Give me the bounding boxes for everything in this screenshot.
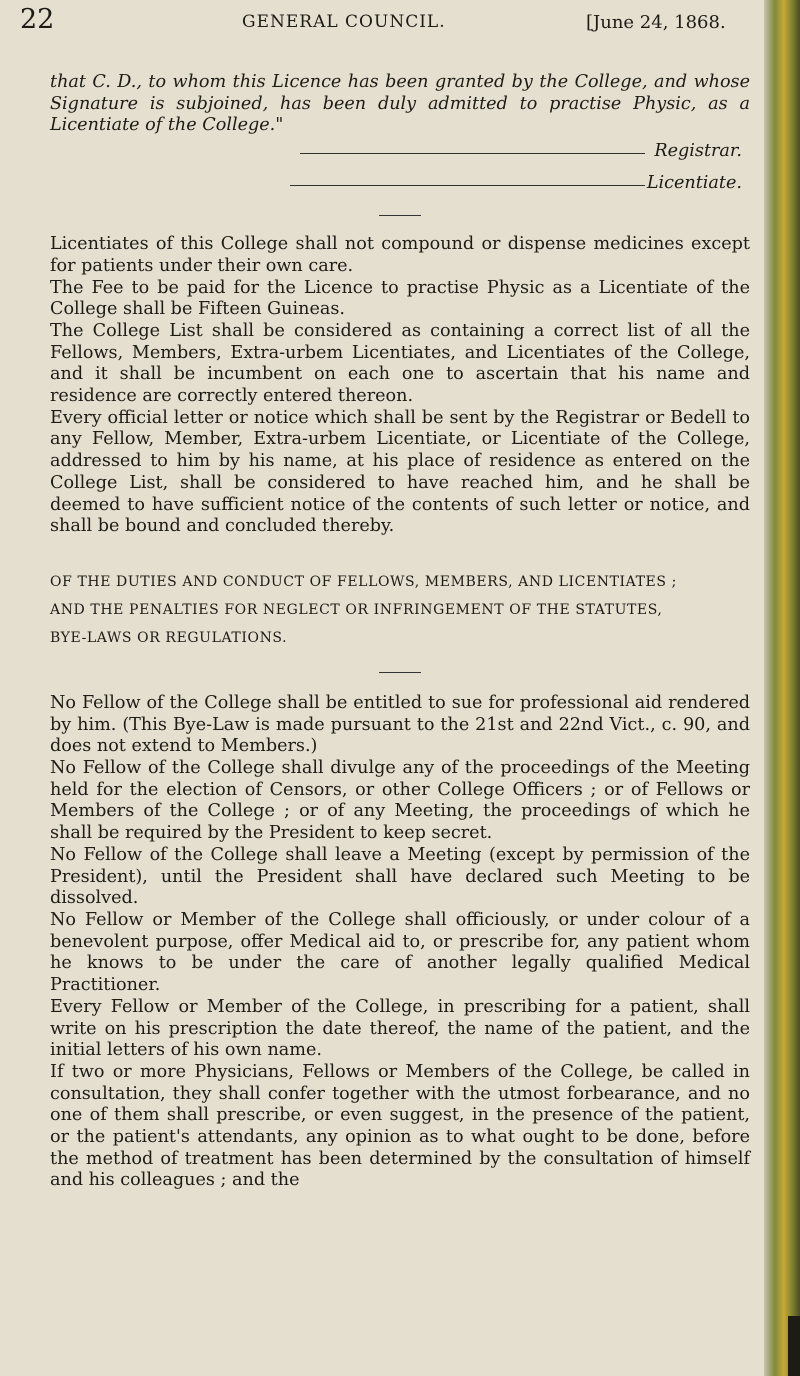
- registrar-label: Registrar.: [654, 141, 742, 162]
- section-heading-line: BYE-LAWS OR REGULATIONS.: [50, 629, 288, 646]
- registrar-signature-line: [50, 141, 750, 163]
- paragraph: Licentiates of this College shall not compound or dispense medicines except for patients under their own care.: [50, 234, 750, 276]
- section-heading-line: AND THE PENALTIES FOR NEGLECT OR INFRINGEMENT OF THE STATUTES,: [50, 601, 663, 618]
- licentiate-signature-line: [50, 173, 750, 195]
- paragraph: Every Fellow or Member of the College, in prescribing for a patient, shall write on his prescription the date thereof, the name of the patient, and the initial letters of his own name.: [50, 996, 750, 1061]
- section-divider: [379, 672, 421, 673]
- page-header: [0, 4, 764, 48]
- paragraph: If two or more Physicians, Fellows or Members of the College, be called in consultation, they shall confer together with the utmost forbearance, and no one of them shall prescribe, or even suggest, in the presence of the patient, or the patient's attendants, any opinion as to what ought to be done, before the method of treatment has been determined by the consultation of himself and his colleagues ; and the: [50, 1061, 750, 1191]
- intro-paragraph: that C. D., to whom this Licence has been granted by the College, and whose Signature is subjoined, has been duly admitted to practise Physic, as a Licentiate of the College.": [50, 72, 750, 136]
- paragraph: No Fellow of the College shall leave a Meeting (except by permission of the President), until the President shall have declared such Meeting to be dissolved.: [50, 844, 750, 909]
- paragraph: No Fellow or Member of the College shall officiously, or under colour of a benevolent purpose, offer Medical aid to, or prescribe for, any patient whom he knows to be under the care of another legally qualified Medical Practitioner.: [50, 909, 750, 996]
- paragraph: No Fellow of the College shall be entitled to sue for professional aid rendered by him. (This Bye-Law is made pursuant to the 21st and 22nd Vict., c. 90, and does not extend to Members.): [50, 692, 750, 757]
- paragraph: The College List shall be considered as containing a correct list of all the Fellows, Members, Extra-urbem Licentiates, and Licentiates of the College, and it shall be incumbent on each one to ascertain that his name and residence are correctly entered thereon.: [50, 320, 750, 407]
- paragraph: No Fellow of the College shall divulge any of the proceedings of the Meeting held for the election of Censors, or other College Officers ; or of Fellows or Members of the College ; or of any Meeting, the proceedings of which he shall be required by the President to keep secret.: [50, 758, 750, 844]
- signature-rule: [300, 153, 645, 154]
- book-edge: [764, 0, 800, 1376]
- page-number: 22: [20, 4, 55, 35]
- page-body: [50, 72, 750, 1192]
- licentiate-label: Licentiate.: [646, 173, 742, 194]
- running-head: GENERAL COUNCIL.: [242, 12, 446, 32]
- signature-rule: [290, 185, 645, 186]
- section-heading-line: OF THE DUTIES AND CONDUCT OF FELLOWS, MEMBERS, AND LICENTIATES ;: [50, 573, 677, 590]
- paragraph: Every official letter or notice which shall be sent by the Registrar or Bedell to any Fellow, Member, Extra-urbem Licentiate, or Licentiate of the College, addressed to him by his name, at his place of residence as entered on the College List, shall be considered to have reached him, and he shall be deemed to have sufficient notice of the contents of such letter or notice, and shall be bound and concluded thereby.: [50, 407, 750, 537]
- page-date: [June 24, 1868.: [586, 12, 726, 33]
- paragraph: The Fee to be paid for the Licence to practise Physic as a Licentiate of the College shall be Fifteen Guineas.: [50, 277, 750, 320]
- section-divider: [379, 215, 421, 216]
